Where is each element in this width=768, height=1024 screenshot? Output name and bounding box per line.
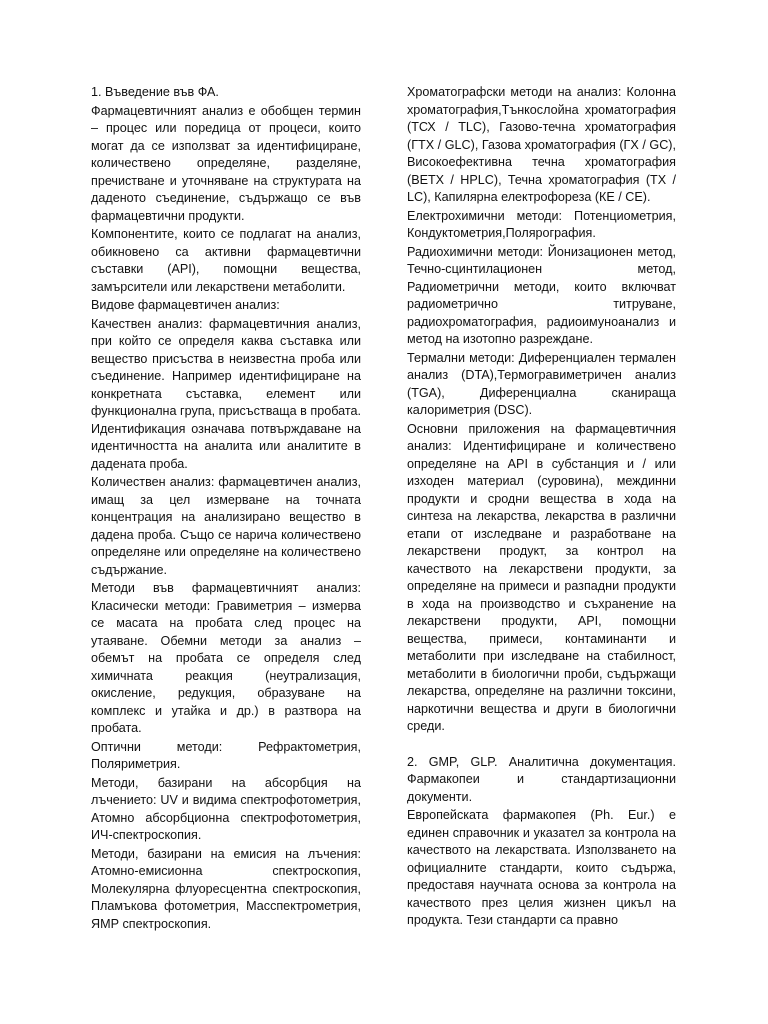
paragraph-types-heading: Видове фармацевтичен анализ: bbox=[91, 298, 280, 312]
paragraph-electrochemical: Електрохимични методи: Потенциометрия, Кондуктометрия,Полярография. bbox=[407, 208, 676, 240]
paragraph-quantitative: Количествен анализ: фармацевтичен анализ, имащ за цел измерване на точната концентрация на анализирано вещество в дадена проба. Също се нарича количествено определяне или определяне на количествено съдържание. bbox=[91, 475, 361, 577]
section-2-heading: 2. GMP, GLP. Аналитична документация. Фармакопеи и стандартизационни документи. bbox=[407, 754, 676, 804]
paragraph-absorption: Методи, базирани на абсорбция на лъчението: UV и видима спектрофотометрия, Атомно абсорбционна спектрофотометрия, ИЧ-спектроскопия. bbox=[91, 775, 361, 842]
paragraph-pharmacopoeia: Европейската фармакопея (Ph. Eur.) е единен справочник и указател за контрола на качеството на лекарствата. Използването на официалните стандарти, които съдържа, предоставя научната основа за контрола на качеството през целия жизнен цикъл на продукта. Тези стандарти са правно bbox=[407, 808, 676, 927]
paragraph-components: Компонентите, които се подлагат на анализ, обикновено са активни фармацевтични съставки (API), помощни вещества, замърсители или лекарствени метаболити. bbox=[91, 227, 361, 294]
paragraph-radiochemical: Радиохимични методи: Йонизационен метод, Течно-сцинтилационен метод, Радиометрични методи, които включват радиометрично титруване, радиохроматография, радиоимуноанализ и метод на изотопно разреждане. bbox=[407, 244, 676, 346]
paragraph-qualitative: Качествен анализ: фармацевтичния анализ, при който се определя каква съставка или вещество присъства в неизвестна проба или съединение. Например идентифициране на конкретната съставка, елемент или функционална група, присъстваща в пробата. Идентификация означава потвърждаване на идентичността на аналита или аналитите в дадената проба. bbox=[91, 316, 361, 471]
right-column bbox=[407, 84, 676, 931]
paragraph-optical: Оптични методи: Рефрактометрия, Поляриметрия. bbox=[91, 739, 361, 771]
paragraph-methods-classic: Методи във фармацевтичният анализ: Класически методи: Гравиметрия – измерва се масата на пробата след процес на утаяване. Обемни методи за анализ – обемът на пробата се определя след химичната реакция (неутрализация, окисление, редукция, образуване на комплекс и утайка и др.) в разтвора на пробата. bbox=[91, 581, 361, 735]
left-column bbox=[91, 84, 361, 934]
section-1-heading: 1. Въведение във ФА. bbox=[91, 85, 219, 99]
paragraph-applications: Основни приложения на фармацевтичния анализ: Идентифициране и количествено определяне на API в субстанция и / или изходен материал (суровина), междинни продукти и сродни вещества в хода на синтеза на лекарства, лекарства в различни етапи от изследване и разработване на лекарствени продукт, за контрол на качеството на лекарствени продукти, за определяне на примеси и разпадни продукти в хода на производство и съхранение на лекарствени продукти, API, помощни вещества, примеси, контаминанти и метаболити при изследване на стабилност, метаболити в биологични проби, съдържащи лекарства, определяне на различни токсини, наркотични вещества и други в биологични среди. bbox=[407, 421, 676, 733]
paragraph-chromatography: Хроматографски методи на анализ: Колонна хроматография,Тънкослойна хроматография (ТСХ / TLC), Газово-течна хроматография (ГТХ / GLC), Газова хроматография (ГХ / GC), Високоефективна течна хроматография (ВЕТХ / HPLC), Течна хроматография (ТХ / LC), Капилярна електрофореза (КЕ / CE). bbox=[407, 85, 676, 204]
section-gap bbox=[407, 737, 676, 754]
paragraph-thermal: Термални методи: Диференциален термален анализ (DTA),Термогравиметричен анализ (TGA), Диференциална сканираща калориметрия (DSC). bbox=[407, 350, 676, 417]
paragraph-emission: Методи, базирани на емисия на лъчения: Атомно-емисионна спектроскопия, Молекулярна флуоресцентна спектроскопия, Пламъкова фотометрия, Масспектрометрия, ЯМР спектроскопия. bbox=[91, 846, 361, 931]
paragraph-definition: Фармацевтичният анализ е обобщен термин – процес или поредица от процеси, които могат да се използват за идентифициране, количествено определяне, разделяне, пречистване и уточняване на структурата на даденото съединение, съдържащо се във фармацевтични продукти. bbox=[91, 103, 361, 223]
